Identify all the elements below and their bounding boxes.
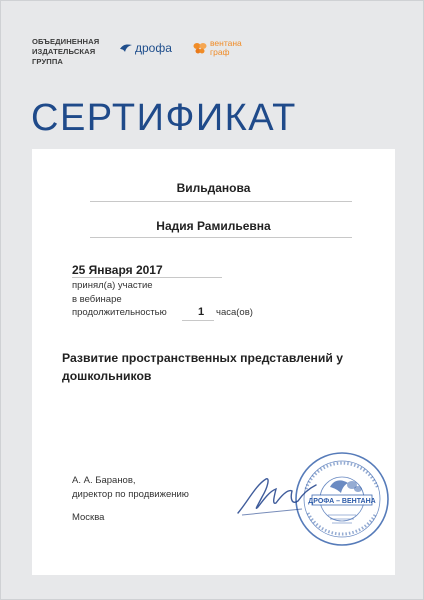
duration-underline bbox=[182, 320, 214, 321]
date-underline bbox=[72, 277, 222, 278]
duration-value: 1 bbox=[198, 306, 205, 318]
given-names-underline bbox=[90, 237, 352, 238]
ventana-graf-logo bbox=[193, 39, 242, 57]
duration-unit: часа(ов) bbox=[216, 307, 253, 318]
publisher-name bbox=[32, 37, 107, 67]
ventana-graf-line: граф bbox=[210, 47, 230, 57]
participation-text: принял(а) участие bbox=[72, 280, 153, 291]
ventana-graf-logo-text bbox=[210, 39, 242, 57]
publisher-line: ОБЪЕДИНЕННАЯ bbox=[32, 37, 100, 46]
recipient-surname: Вильданова bbox=[176, 181, 251, 195]
ventana-graf-butterfly-icon bbox=[193, 41, 207, 55]
signature bbox=[232, 471, 322, 521]
drofa-bird-icon bbox=[119, 42, 133, 54]
signer-block bbox=[72, 474, 189, 502]
webinar-text: в вебинаре bbox=[72, 294, 122, 305]
certificate-body bbox=[32, 149, 395, 575]
webinar-topic: Развитие пространственных представлений у дошкольников bbox=[62, 351, 344, 383]
drofa-logo-text: дрофа bbox=[135, 41, 172, 55]
event-date: 25 Января 2017 bbox=[72, 263, 163, 277]
drofa-logo bbox=[119, 41, 172, 55]
ventana-graf-line: вентана bbox=[210, 38, 242, 48]
recipient-given-names: Надия Рамильевна bbox=[156, 219, 271, 233]
signer-name: А. А. Баранов, bbox=[72, 475, 136, 486]
surname-underline bbox=[90, 201, 352, 202]
publisher-line: ИЗДАТЕЛЬСКАЯ bbox=[32, 47, 96, 56]
duration-label: продолжительностью bbox=[72, 307, 167, 318]
svg-text:ДРОФА – ВЕНТАНА: ДРОФА – ВЕНТАНА bbox=[308, 498, 376, 505]
publisher-line: ГРУППА bbox=[32, 57, 63, 66]
certificate-title: СЕРТИФИКАТ bbox=[31, 97, 297, 139]
signer-position: директор по продвижению bbox=[72, 489, 189, 500]
city: Москва bbox=[72, 512, 105, 523]
